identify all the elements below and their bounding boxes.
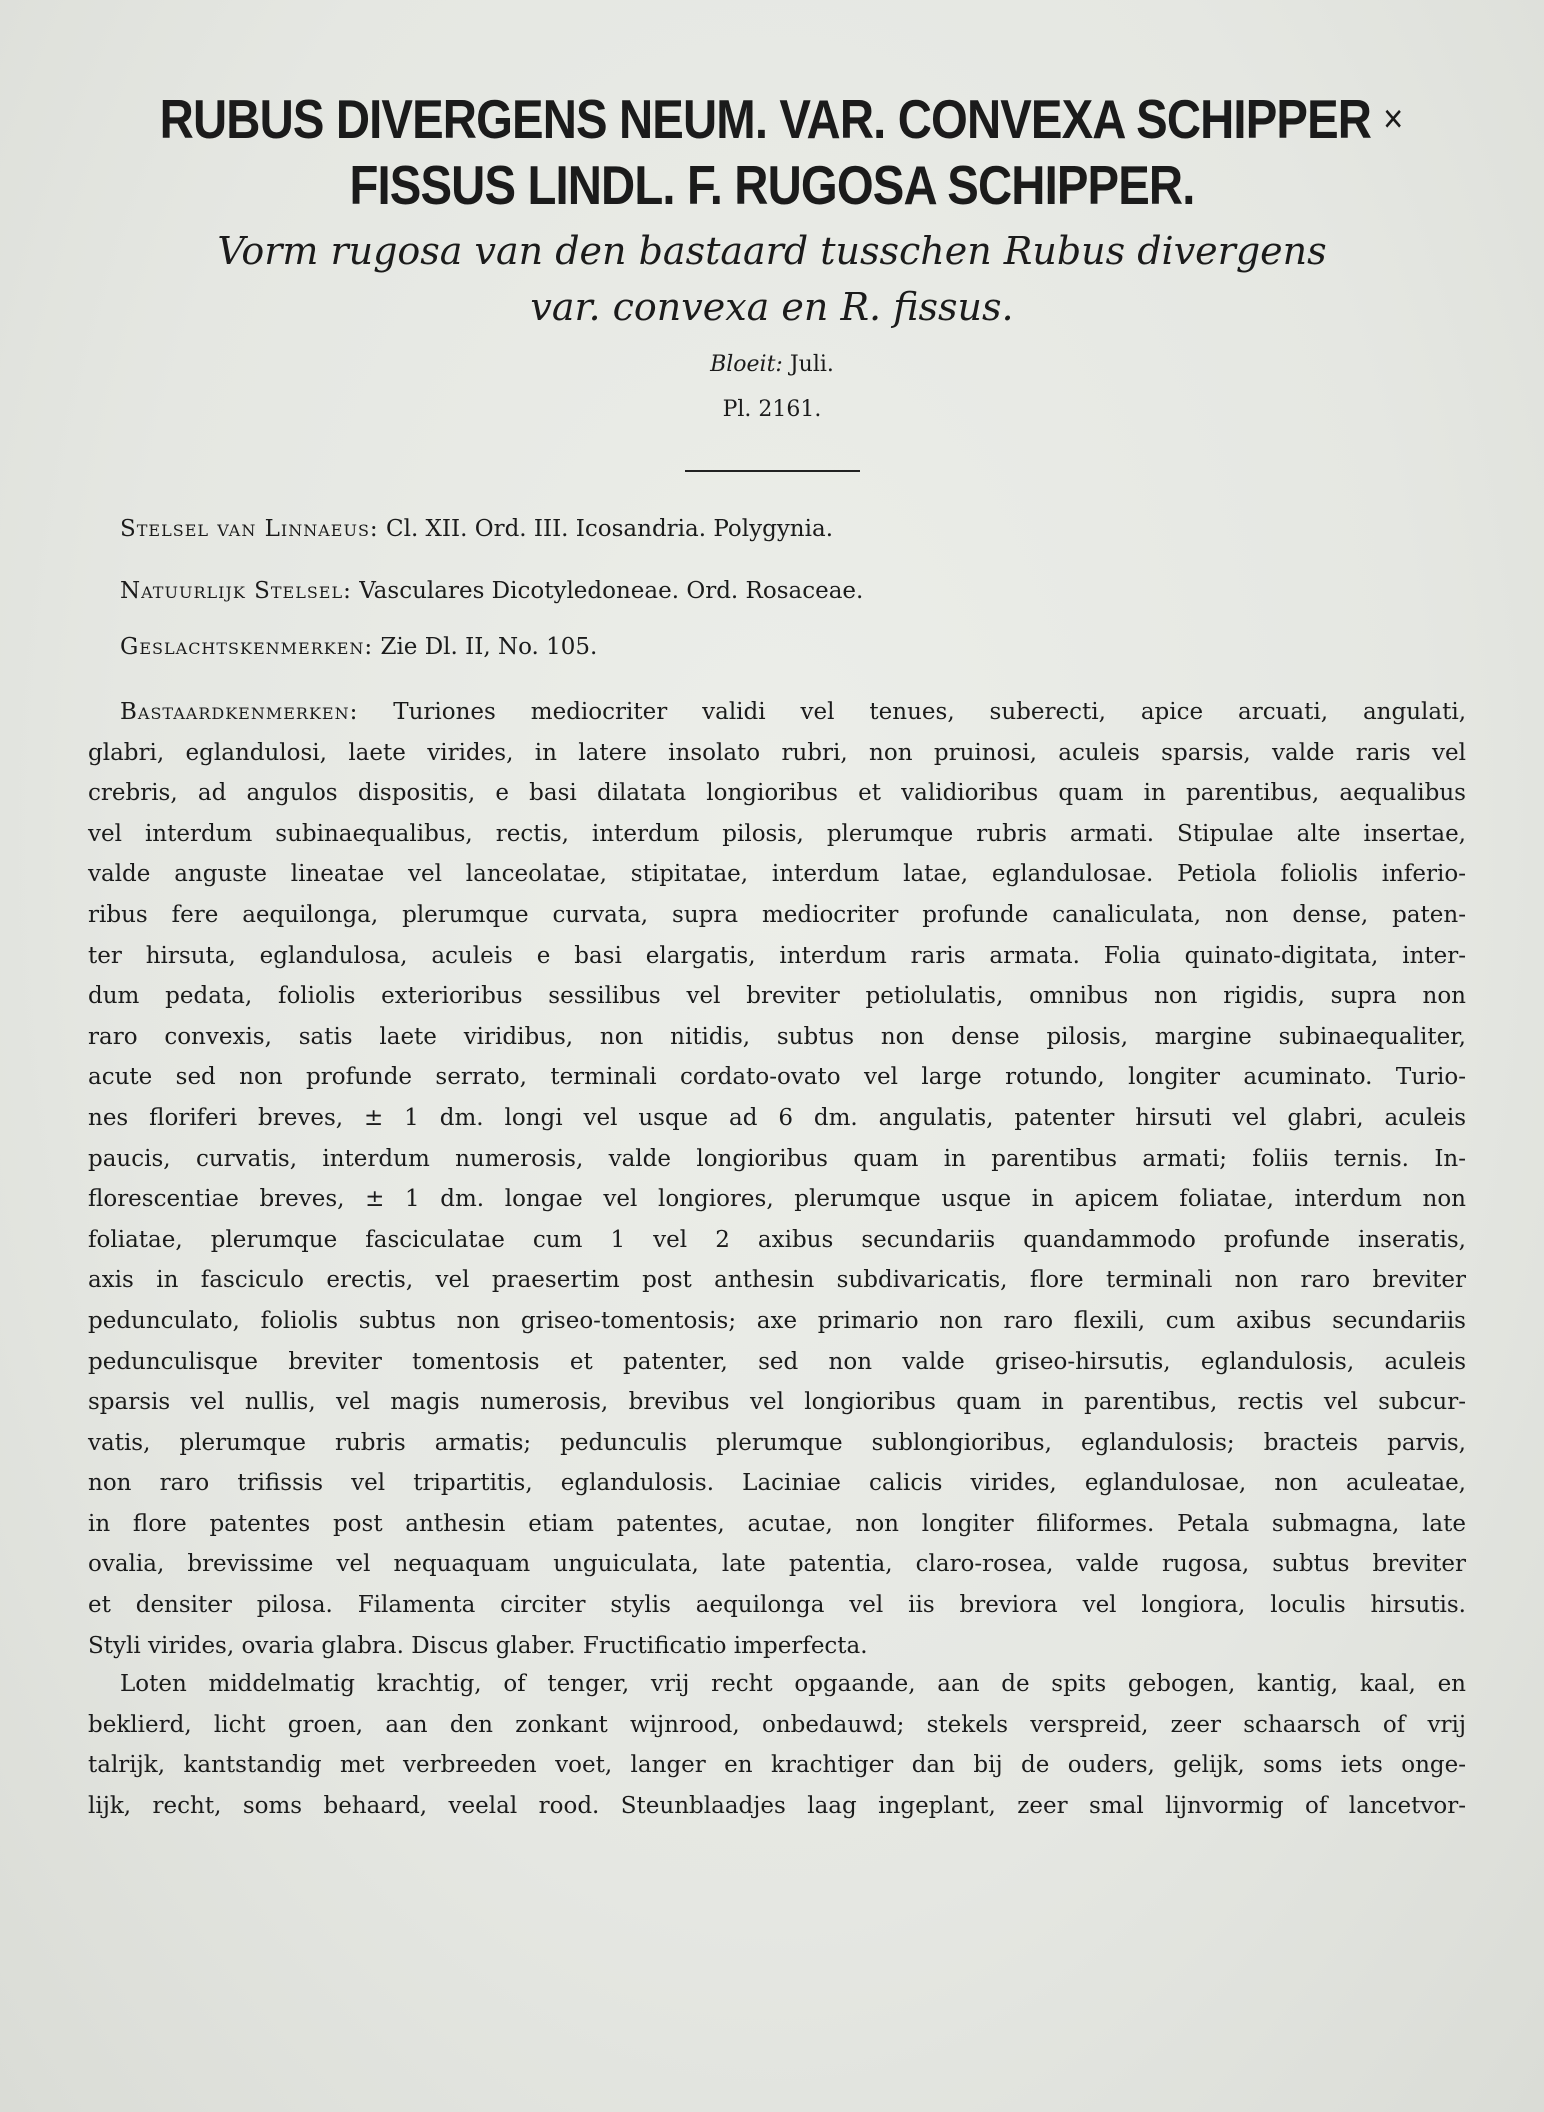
latin-line: [88, 1504, 1466, 1545]
latin-line-text: glabri, eglandulosi, laete virides, in latere insolato rubri, non pruinosi, aculeis sparsis, valde raris vel: [88, 739, 1466, 766]
latin-line: [88, 1301, 1466, 1342]
latin-line-text: raro convexis, satis laete viridibus, non nitidis, subtus non dense pilosis, margine subinaequaliter,: [88, 1023, 1466, 1050]
latin-line-text: vatis, plerumque rubris armatis; pedunculis plerumque sublongioribus, eglandulosis; bracteis parvis,: [88, 1429, 1466, 1456]
latin-line-text: pedunculato, foliolis subtus non griseo-tomentosis; axe primario non raro flexili, cum axibus secundariis: [88, 1307, 1466, 1334]
subtitle-line-2: var. convexa en R. fissus.: [530, 285, 1014, 329]
latin-line-text: acute sed non profunde serrato, terminali cordato-ovato vel large rotundo, longiter acuminato. Turio-: [88, 1064, 1466, 1091]
latin-line-text: pedunculisque breviter tomentosis et patenter, sed non valde griseo-hirsutis, eglandulosis, aculeis: [88, 1348, 1466, 1375]
latin-line: [88, 1260, 1466, 1301]
latin-description: [88, 692, 1466, 1666]
latin-line-text: crebris, ad angulos dispositis, e basi dilatata longioribus et validioribus quam in parentibus, aequalibus: [88, 780, 1466, 807]
latin-line-text: ribus fere aequilonga, plerumque curvata, supra mediocriter profunde canaliculata, non dense, paten-: [88, 901, 1466, 928]
latin-line: [88, 692, 1466, 733]
dutch-line: beklierd, licht groen, aan den zonkant wijnrood, onbedauwd; stekels verspreid, zeer schaarsch of vrij: [88, 1711, 1466, 1738]
dutch-line: lijk, recht, soms behaard, veelal rood. Steunblaadjes laag ingeplant, zeer smal lijnvormig of lancetvor-: [88, 1792, 1466, 1819]
latin-line-text: foliatae, plerumque fasciculatae cum 1 vel 2 axibus secundariis quandammodo profunde inseratis,: [88, 1226, 1466, 1253]
latin-line: [88, 773, 1466, 814]
latin-line-text: paucis, curvatis, interdum numerosis, valde longioribus quam in parentibus armati; foliis ternis. In-: [88, 1145, 1466, 1172]
flowering-time: [0, 352, 1544, 377]
latin-line-text: florescentiae breves, ± 1 dm. longae vel longiores, plerumque usque in apicem foliatae, interdum non: [88, 1186, 1466, 1213]
latin-line: [88, 1423, 1466, 1464]
natural-system: [120, 578, 1460, 604]
latin-line: [88, 854, 1466, 895]
linnaeus-label: Stelsel van Linnaeus:: [120, 516, 379, 542]
latin-line: [88, 1463, 1466, 1504]
latin-line: [88, 733, 1466, 774]
divider-rule: [685, 470, 860, 472]
latin-line-text: in flore patentes post anthesin etiam patentes, acutae, non longiter filiformes. Petala submagna, late: [88, 1510, 1466, 1537]
dutch-line: talrijk, kantstandig met verbreeden voet, langer en krachtiger dan bij de ouders, gelijk, soms iets onge-: [88, 1752, 1466, 1779]
genus-text: Zie Dl. II, No. 105.: [380, 634, 598, 660]
latin-line-text: Turiones mediocriter validi vel tenues, suberecti, apice arcuati, angulati,: [393, 699, 1467, 725]
title-line-1: [159, 88, 1403, 150]
latin-line: [88, 1220, 1466, 1261]
title-text-1: RUBUS DIVERGENS NEUM. VAR. CONVEXA SCHIPPER: [159, 88, 1372, 150]
latin-line-text: nes floriferi breves, ± 1 dm. longi vel usque ad 6 dm. angulatis, patenter hirsuti vel glabri, aculeis: [88, 1104, 1466, 1131]
latin-line-text: non raro trifissis vel tripartitis, eglandulosis. Laciniae calicis virides, eglandulosae, non aculeatae,: [88, 1470, 1466, 1497]
latin-line: [88, 814, 1466, 855]
plate-number: Pl. 2161.: [722, 397, 822, 422]
latin-line-text: ter hirsuta, eglandulosa, aculeis e basi elargatis, interdum raris armata. Folia quinato-digitata, inter-: [88, 942, 1466, 969]
latin-line-text: sparsis vel nullis, vel magis numerosis, brevibus vel longioribus quam in parentibus, rectis vel subcur-: [88, 1389, 1466, 1416]
dutch-description: [88, 1664, 1466, 1826]
latin-line: [88, 1057, 1466, 1098]
latin-line-text: vel interdum subinaequalibus, rectis, interdum pilosis, plerumque rubris armati. Stipulae alte insertae,: [88, 820, 1466, 847]
latin-line: [88, 1179, 1466, 1220]
linnaeus-text: Cl. XII. Ord. III. Icosandria. Polygynia.: [385, 516, 834, 542]
flowering-label: Bloeit:: [710, 352, 783, 377]
latin-line-text: valde anguste lineatae vel lanceolatae, stipitatae, interdum latae, eglandulosae. Petiola foliolis inferio-: [88, 861, 1466, 888]
hybrid-sign: ×: [1383, 97, 1403, 141]
latin-line-text: et densiter pilosa. Filamenta circiter stylis aequilonga vel iis breviora vel longiora, loculis hirsutis.: [88, 1592, 1466, 1619]
latin-line: [88, 1626, 1466, 1667]
genus-characters: [120, 634, 1460, 660]
flowering-value: Juli.: [789, 352, 834, 377]
dutch-line: Loten middelmatig krachtig, of tenger, vrij recht opgaande, aan de spits gebogen, kantig, kaal, en: [120, 1671, 1466, 1697]
latin-line: [88, 895, 1466, 936]
hybrid-characters-label: Bastaardkenmerken:: [120, 699, 359, 725]
latin-line: [88, 1342, 1466, 1383]
linnaeus-system: [120, 516, 1460, 542]
latin-line: [88, 1017, 1466, 1058]
latin-line-text: Styli virides, ovaria glabra. Discus glaber. Fructificatio imperfecta.: [88, 1632, 868, 1659]
natural-text: Vasculares Dicotyledoneae. Ord. Rosaceae.: [359, 578, 864, 604]
title-line-2: FISSUS LINDL. F. RUGOSA SCHIPPER.: [349, 154, 1195, 216]
subtitle-line-1: Vorm rugosa van den bastaard tusschen Rubus divergens: [217, 229, 1327, 273]
latin-line-text: axis in fasciculo erectis, vel praesertim post anthesin subdivaricatis, flore terminali non raro breviter: [88, 1267, 1466, 1294]
latin-line: [88, 1098, 1466, 1139]
latin-line: [88, 1139, 1466, 1180]
natural-label: Natuurlijk Stelsel:: [120, 578, 352, 604]
genus-label: Geslachtskenmerken:: [120, 634, 374, 660]
latin-line-text: ovalia, brevissime vel nequaquam unguiculata, late patentia, claro-rosea, valde rugosa, subtus breviter: [88, 1551, 1466, 1578]
latin-line-text: dum pedata, foliolis exterioribus sessilibus vel breviter petiolulatis, omnibus non rigidis, supra non: [88, 983, 1466, 1010]
latin-line: [88, 1544, 1466, 1585]
latin-line: [88, 1382, 1466, 1423]
latin-line: [88, 976, 1466, 1017]
latin-line: [88, 936, 1466, 977]
latin-line: [88, 1585, 1466, 1626]
